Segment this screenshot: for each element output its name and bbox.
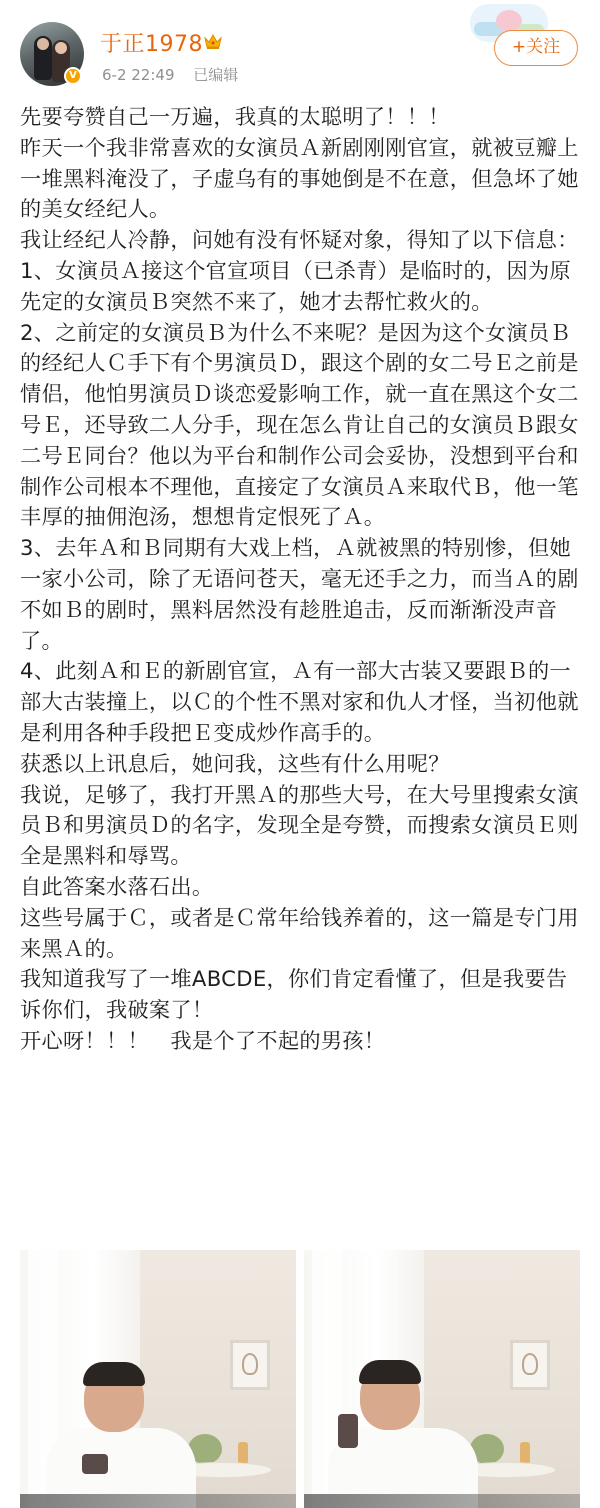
post-photo[interactable] (304, 1250, 580, 1508)
crown-icon (203, 32, 223, 50)
post-paragraph: 获悉以上讯息后，她问我，这些有什么用呢？ (20, 750, 450, 776)
post-meta (102, 64, 252, 85)
follow-button[interactable]: +关注 (494, 30, 578, 66)
post-paragraph: 这些号属于Ｃ，或者是Ｃ常年给钱养着的，这一篇是专门用来黑Ａ的。 (20, 904, 579, 961)
post-body (20, 102, 586, 1057)
post-paragraph: 我让经纪人冷静，问她有没有怀疑对象，得知了以下信息： (20, 227, 579, 253)
post-paragraph: 2、之前定的女演员Ｂ为什么不来呢？是因为这个女演员Ｂ的经纪人Ｃ手下有个男演员Ｄ，跟这个剧的女二号Ｅ之前是情侣，他怕男演员Ｄ谈恋爱影响工作，就一直在黑这个女二号Ｅ，还导致二人分手，现在怎么肯让自己的女演员Ｂ跟女二号Ｅ同台？他以为平台和制作公司会妥协，没想到平台和制作公司根本不理他，直接定了女演员Ａ来取代Ｂ，他一笔丰厚的抽佣泡汤，想想肯定恨死了Ａ。 (20, 319, 579, 530)
post-date: 6-2 22:49 (102, 66, 175, 84)
edited-label: 已编辑 (193, 66, 239, 84)
post-paragraph: 先要夸赞自己一万遍，我真的太聪明了！！！ (20, 104, 450, 129)
post-paragraph: 昨天一个我非常喜欢的女演员Ａ新剧刚刚官宣，就被豆瓣上一堆黑料淹没了，子虚乌有的事她倒是不在意，但急坏了她的美女经纪人。 (20, 134, 579, 222)
photo-grid (20, 1250, 600, 1508)
verified-badge-icon: V (64, 67, 82, 85)
username[interactable]: 于正1978 (100, 32, 203, 57)
post-paragraph: 开心呀！！！ 我是个了不起的男孩！ (20, 1027, 386, 1053)
post-paragraph: 自此答案水落石出。 (20, 873, 214, 899)
post-header (0, 0, 600, 100)
post-paragraph: 4、此刻Ａ和Ｅ的新剧官宣，Ａ有一部大古装又要跟Ｂ的一部大古装撞上，以Ｃ的个性不黑对家和仇人才怪，当初他就是利用各种手段把Ｅ变成炒作高手的。 (20, 658, 579, 745)
post-paragraph: 我知道我写了一堆ABCDE，你们肯定看懂了，但是我要告诉你们，我破案了！ (20, 966, 568, 1023)
post-paragraph: 我说，足够了，我打开黑Ａ的那些大号，在大号里搜索女演员Ｂ和男演员Ｄ的名字，发现全是夸赞，而搜索女演员Ｅ则全是黑料和辱骂。 (20, 781, 579, 869)
post-paragraph: 3、去年Ａ和Ｂ同期有大戏上档，Ａ就被黑的特别惨，但她一家小公司，除了无语问苍天，毫无还手之力，而当Ａ的剧不如Ｂ的剧时，黑料居然没有趁胜追击，反而渐渐没声音了。 (20, 535, 579, 653)
post-photo[interactable] (20, 1250, 296, 1508)
post-paragraph: 1、女演员Ａ接这个官宣项目（已杀青）是临时的，因为原先定的女演员Ｂ突然不来了，她才去帮忙救火的。 (20, 257, 571, 314)
